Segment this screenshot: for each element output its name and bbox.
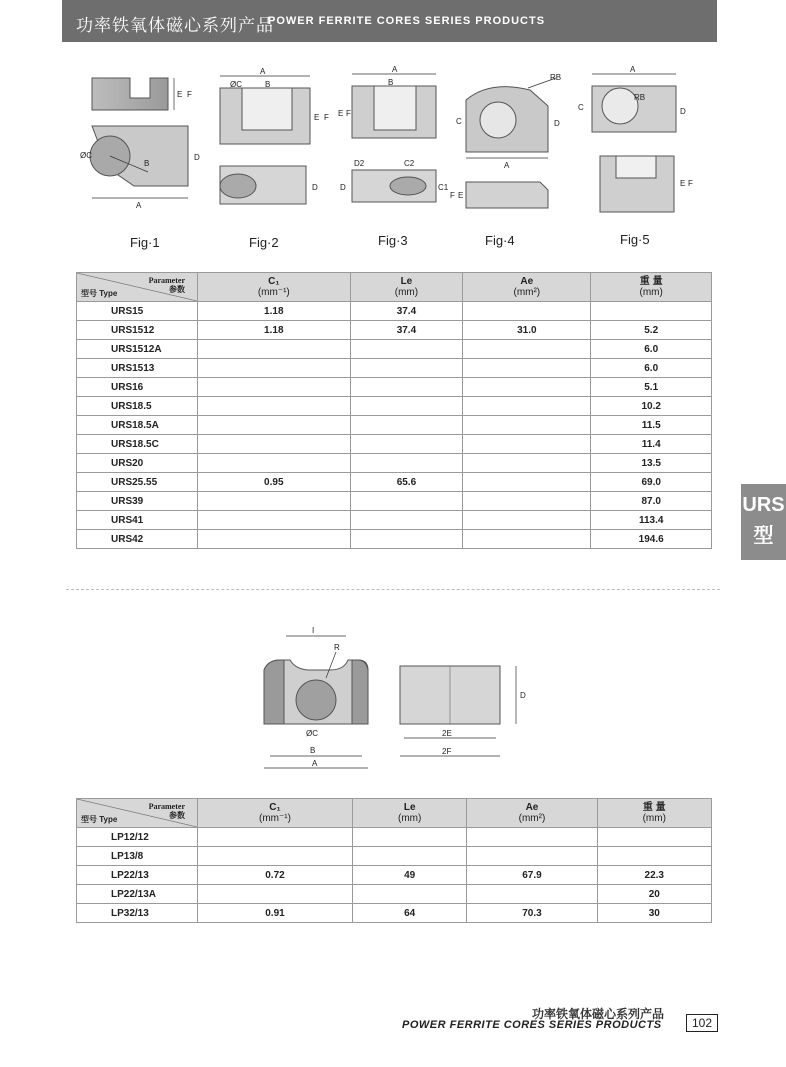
lp-corner-param-en: Parameter bbox=[148, 802, 185, 811]
lp-dim-d: D bbox=[520, 691, 526, 700]
cell-le bbox=[350, 435, 463, 454]
cell-c1: 0.91 bbox=[198, 904, 353, 923]
cell-c1 bbox=[198, 359, 351, 378]
lp-dim-r: R bbox=[334, 643, 340, 652]
urs-col-ae: Ae (mm²) bbox=[463, 273, 591, 302]
cell-ae bbox=[463, 378, 591, 397]
cell-type: URS16 bbox=[77, 378, 198, 397]
cell-weight bbox=[591, 302, 712, 321]
fig5-dim-f: F bbox=[688, 179, 693, 188]
table-row bbox=[77, 904, 712, 923]
cell-weight: 20 bbox=[597, 885, 711, 904]
lp-dim-2f: 2F bbox=[442, 747, 452, 756]
fig1-dim-e: E bbox=[177, 90, 183, 99]
fig5-dim-a: A bbox=[630, 65, 636, 74]
fig4-dim-rb: RB bbox=[550, 73, 562, 82]
cell-c1 bbox=[198, 454, 351, 473]
urs-table bbox=[76, 272, 712, 549]
cell-type: URS1512A bbox=[77, 340, 198, 359]
cell-le bbox=[352, 847, 466, 866]
fig4-dim-c: C bbox=[456, 117, 462, 126]
cell-weight bbox=[597, 828, 711, 847]
cell-le bbox=[350, 340, 463, 359]
cell-ae bbox=[463, 530, 591, 549]
fig3-dim-d: D bbox=[340, 183, 346, 192]
fig3-dim-c2: C2 bbox=[404, 159, 415, 168]
cell-c1: 0.72 bbox=[198, 866, 353, 885]
cell-ae bbox=[463, 492, 591, 511]
lp-col-c1: C₁ (mm⁻¹) bbox=[198, 799, 353, 828]
cell-weight: 6.0 bbox=[591, 340, 712, 359]
fig2-drawing bbox=[220, 67, 329, 204]
lp-col-ae: Ae (mm²) bbox=[467, 799, 597, 828]
fig5-dim-e: E bbox=[680, 179, 686, 188]
fig2-dim-f: F bbox=[324, 113, 329, 122]
cell-le bbox=[350, 416, 463, 435]
section-separator bbox=[66, 589, 720, 590]
fig4-dim-e: E bbox=[458, 191, 464, 200]
fig4-drawing bbox=[450, 73, 561, 208]
cell-type: URS42 bbox=[77, 530, 198, 549]
cell-le bbox=[350, 378, 463, 397]
cell-ae bbox=[463, 435, 591, 454]
urs-corner-param-cn: 参数 bbox=[169, 285, 185, 294]
fig4-dim-a: A bbox=[504, 161, 510, 170]
table-row bbox=[77, 378, 712, 397]
fig2-dim-b: B bbox=[265, 80, 271, 89]
fig4-dim-d: D bbox=[554, 119, 560, 128]
fig1-dim-f: F bbox=[187, 90, 192, 99]
table-row bbox=[77, 866, 712, 885]
cell-ae bbox=[463, 359, 591, 378]
fig3-dim-c1: C1 bbox=[438, 183, 449, 192]
footer-title-en: POWER FERRITE CORES SERIES PRODUCTS bbox=[402, 1019, 662, 1031]
cell-le: 49 bbox=[352, 866, 466, 885]
urs-col-c1: C₁ (mm⁻¹) bbox=[198, 273, 351, 302]
fig-label-3: Fig·3 bbox=[378, 233, 408, 248]
cell-weight: 30 bbox=[597, 904, 711, 923]
cell-type: URS39 bbox=[77, 492, 198, 511]
cell-weight bbox=[597, 847, 711, 866]
table-row bbox=[77, 828, 712, 847]
lp-table-corner bbox=[77, 799, 198, 828]
cell-type: URS18.5 bbox=[77, 397, 198, 416]
table-row bbox=[77, 435, 712, 454]
cell-type: URS1513 bbox=[77, 359, 198, 378]
table-row bbox=[77, 340, 712, 359]
table-row bbox=[77, 302, 712, 321]
cell-type: URS18.5C bbox=[77, 435, 198, 454]
table-row bbox=[77, 321, 712, 340]
cell-ae bbox=[467, 847, 597, 866]
cell-le: 65.6 bbox=[350, 473, 463, 492]
cell-le bbox=[352, 885, 466, 904]
lp-dim-b: B bbox=[310, 746, 316, 755]
cell-ae bbox=[463, 454, 591, 473]
cell-type: URS20 bbox=[77, 454, 198, 473]
side-tab-line1: URS bbox=[742, 494, 785, 516]
cell-ae bbox=[463, 397, 591, 416]
cell-weight: 22.3 bbox=[597, 866, 711, 885]
cell-type: URS1512 bbox=[77, 321, 198, 340]
cell-ae bbox=[467, 828, 597, 847]
urs-table-corner bbox=[77, 273, 198, 302]
table-row bbox=[77, 359, 712, 378]
table-row bbox=[77, 530, 712, 549]
header-title-en: POWER FERRITE CORES SERIES PRODUCTS bbox=[268, 15, 546, 27]
cell-weight: 10.2 bbox=[591, 397, 712, 416]
cell-le bbox=[350, 530, 463, 549]
fig3-dim-d2: D2 bbox=[354, 159, 365, 168]
cell-c1 bbox=[198, 492, 351, 511]
cell-type: LP13/8 bbox=[77, 847, 198, 866]
table-row bbox=[77, 416, 712, 435]
cell-c1 bbox=[198, 511, 351, 530]
figures-diagrams bbox=[70, 60, 720, 230]
cell-c1 bbox=[198, 397, 351, 416]
cell-c1 bbox=[198, 416, 351, 435]
lp-table bbox=[76, 798, 712, 923]
lp-corner-type: 型号 Type bbox=[81, 815, 118, 824]
fig1-dim-d: D bbox=[194, 153, 200, 162]
cell-weight: 5.1 bbox=[591, 378, 712, 397]
cell-weight: 87.0 bbox=[591, 492, 712, 511]
lp-dim-a: A bbox=[312, 759, 318, 768]
cell-le bbox=[352, 828, 466, 847]
lp-dim-2e: 2E bbox=[442, 729, 452, 738]
cell-ae: 70.3 bbox=[467, 904, 597, 923]
fig-label-2: Fig·2 bbox=[249, 235, 279, 250]
cell-c1 bbox=[198, 378, 351, 397]
cell-le bbox=[350, 492, 463, 511]
cell-weight: 69.0 bbox=[591, 473, 712, 492]
urs-col-le: Le (mm) bbox=[350, 273, 463, 302]
table-row bbox=[77, 511, 712, 530]
table-row bbox=[77, 885, 712, 904]
fig2-dim-a: A bbox=[260, 67, 266, 76]
table-row bbox=[77, 397, 712, 416]
cell-ae bbox=[463, 302, 591, 321]
cell-ae: 67.9 bbox=[467, 866, 597, 885]
cell-type: URS25.55 bbox=[77, 473, 198, 492]
cell-c1: 1.18 bbox=[198, 321, 351, 340]
cell-le: 37.4 bbox=[350, 321, 463, 340]
fig5-dim-d: D bbox=[680, 107, 686, 116]
side-tab-line2: 型 bbox=[753, 525, 774, 547]
lp-corner-param-cn: 参数 bbox=[169, 811, 185, 820]
cell-ae bbox=[463, 340, 591, 359]
fig-label-5: Fig·5 bbox=[620, 232, 650, 247]
cell-type: LP12/12 bbox=[77, 828, 198, 847]
page-number: 102 bbox=[686, 1014, 718, 1032]
cell-le bbox=[350, 511, 463, 530]
cell-le bbox=[350, 397, 463, 416]
cell-c1 bbox=[198, 340, 351, 359]
lp-dim-i: I bbox=[312, 626, 315, 635]
cell-type: URS18.5A bbox=[77, 416, 198, 435]
cell-c1 bbox=[198, 885, 353, 904]
fig3-dim-a: A bbox=[392, 65, 398, 74]
cell-ae bbox=[463, 473, 591, 492]
fig2-dim-c: ØC bbox=[230, 80, 242, 89]
fig3-dim-e: E bbox=[338, 109, 344, 118]
footer-title-cn: 功率铁氧体磁心系列产品 bbox=[532, 1007, 665, 1021]
cell-type: LP22/13 bbox=[77, 866, 198, 885]
cell-ae bbox=[463, 511, 591, 530]
fig2-dim-d: D bbox=[312, 183, 318, 192]
cell-c1: 1.18 bbox=[198, 302, 351, 321]
table-row bbox=[77, 473, 712, 492]
cell-type: URS41 bbox=[77, 511, 198, 530]
fig1-drawing bbox=[80, 78, 200, 210]
cell-type: LP22/13A bbox=[77, 885, 198, 904]
cell-ae: 31.0 bbox=[463, 321, 591, 340]
cell-le bbox=[350, 454, 463, 473]
cell-weight: 13.5 bbox=[591, 454, 712, 473]
cell-le bbox=[350, 359, 463, 378]
cell-type: URS15 bbox=[77, 302, 198, 321]
cell-type: LP32/13 bbox=[77, 904, 198, 923]
cell-c1 bbox=[198, 530, 351, 549]
fig5-dim-rb: RB bbox=[634, 93, 646, 102]
lp-col-weight: 重 量 (mm) bbox=[597, 799, 711, 828]
fig5-drawing bbox=[578, 65, 693, 212]
cell-c1 bbox=[198, 435, 351, 454]
fig1-dim-b: B bbox=[144, 159, 150, 168]
lp-core-drawing bbox=[240, 620, 540, 780]
fig1-dim-a: A bbox=[136, 201, 142, 210]
cell-ae bbox=[463, 416, 591, 435]
fig-label-4: Fig·4 bbox=[485, 233, 515, 248]
cell-c1 bbox=[198, 828, 353, 847]
cell-weight: 11.4 bbox=[591, 435, 712, 454]
urs-col-weight: 重 量 (mm) bbox=[591, 273, 712, 302]
cell-c1: 0.95 bbox=[198, 473, 351, 492]
header-title-cn: 功率铁氧体磁心系列产品 bbox=[76, 16, 274, 35]
fig4-dim-f: F bbox=[450, 191, 455, 200]
table-row bbox=[77, 492, 712, 511]
lp-col-le: Le (mm) bbox=[352, 799, 466, 828]
header-bar bbox=[62, 0, 717, 42]
fig3-drawing bbox=[338, 65, 449, 202]
cell-le: 64 bbox=[352, 904, 466, 923]
lp-dim-c: ØC bbox=[306, 729, 318, 738]
fig-label-1: Fig·1 bbox=[130, 235, 160, 250]
table-row bbox=[77, 847, 712, 866]
urs-corner-param-en: Parameter bbox=[148, 276, 185, 285]
cell-le: 37.4 bbox=[350, 302, 463, 321]
fig1-dim-c: ØC bbox=[80, 151, 92, 160]
cell-weight: 11.5 bbox=[591, 416, 712, 435]
fig3-dim-f: F bbox=[346, 109, 351, 118]
cell-ae bbox=[467, 885, 597, 904]
fig2-dim-e: E bbox=[314, 113, 320, 122]
cell-weight: 113.4 bbox=[591, 511, 712, 530]
cell-weight: 6.0 bbox=[591, 359, 712, 378]
fig5-dim-c: C bbox=[578, 103, 584, 112]
section-side-tab bbox=[741, 484, 786, 560]
table-row bbox=[77, 454, 712, 473]
cell-c1 bbox=[198, 847, 353, 866]
fig3-dim-b: B bbox=[388, 78, 394, 87]
cell-weight: 5.2 bbox=[591, 321, 712, 340]
cell-weight: 194.6 bbox=[591, 530, 712, 549]
urs-corner-type: 型号 Type bbox=[81, 289, 118, 298]
